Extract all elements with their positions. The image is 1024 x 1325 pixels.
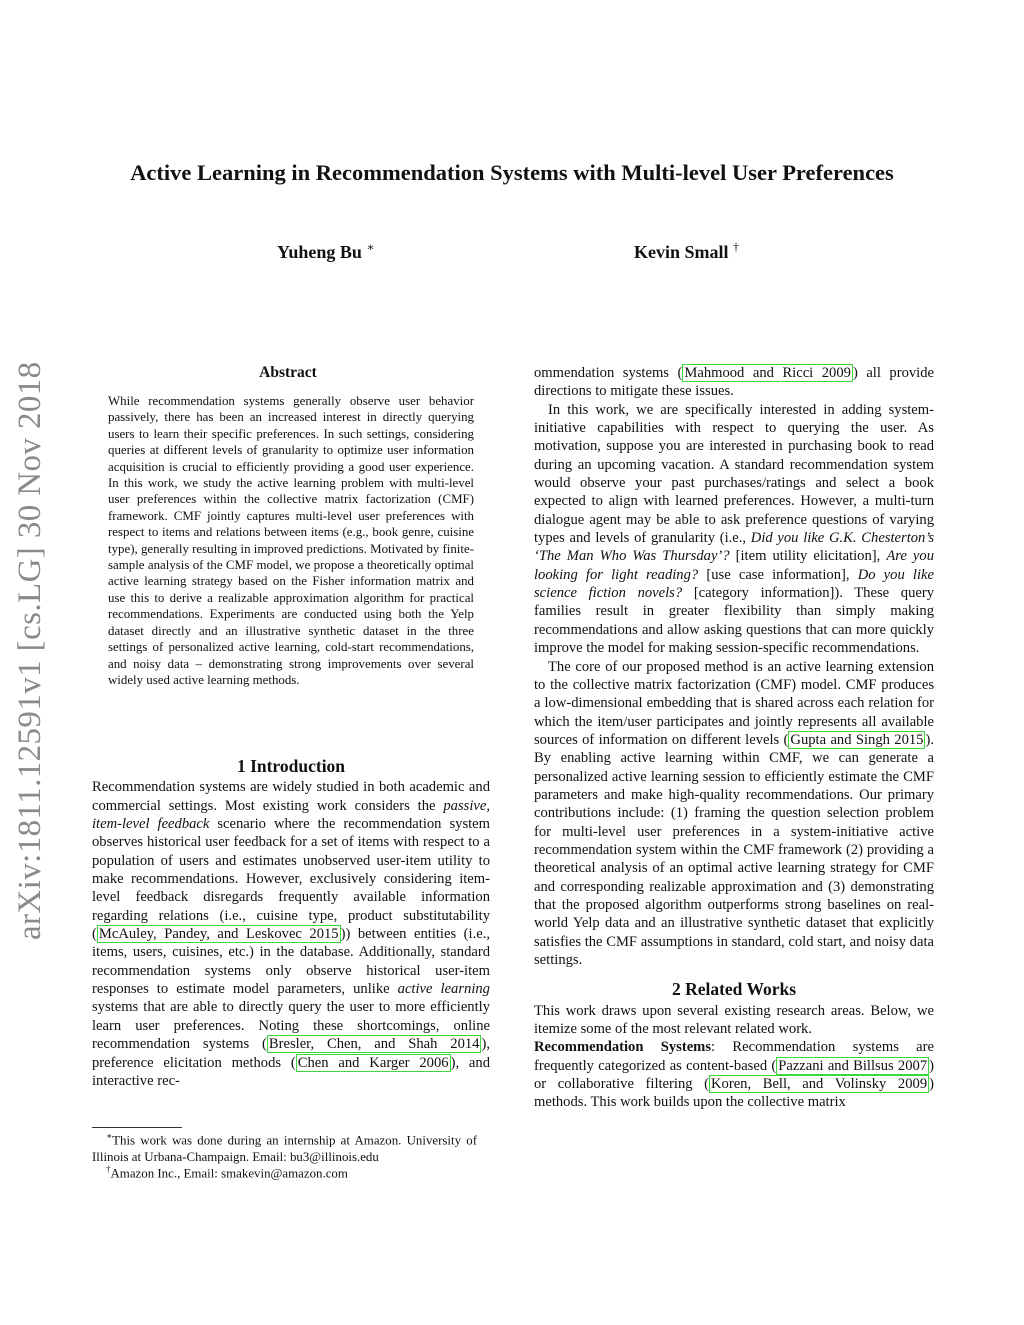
text: : Recommendation systems are frequently categorized as content-based ( xyxy=(534,1039,934,1074)
citation-link[interactable]: Gupta and Singh 2015 xyxy=(790,731,924,748)
emphasis: Are you looking for light reading? xyxy=(534,548,935,583)
author-1 xyxy=(277,240,375,263)
text: [item utility elicitation], xyxy=(729,548,887,565)
emphasis: Did you like G.K. Chesterton’s ‘The Man Who Was Thursday’? xyxy=(534,530,934,565)
footnote-mark: ∗ xyxy=(106,1131,113,1141)
author-name: Kevin Small xyxy=(634,242,729,262)
text: systems that are able to directly query the user to more efficiently learn user preferences. Noting these shortcomings, online recommendation systems ( xyxy=(92,999,490,1053)
citation-link[interactable]: McAuley, Pandey, and Leskovec 2015 xyxy=(98,926,339,943)
text: ) or collaborative filtering ( xyxy=(534,1057,934,1093)
paper-title: Active Learning in Recommendation Systems with Multi-level User Preferences xyxy=(130,160,894,185)
citation-link[interactable]: Pazzani and Billsus 2007 xyxy=(778,1057,928,1074)
text: Recommendation systems are widely studied in both academic and commercial settings. Most existing work considers the xyxy=(92,779,490,814)
text: The core of our proposed method is an active learning extension to the collective matrix factorization (CMF) model. CMF produces a low-dimensional embedding that is shared across each relation for which the item/user participates and jointly represents all available sources of information on different levels ( xyxy=(534,658,934,748)
bold-heading: Recommendation Systems xyxy=(534,1039,712,1056)
text: [use case information], xyxy=(698,566,858,583)
paragraph: This work draws upon several existing research areas. Below, we itemize some of the most relevant related work. xyxy=(534,1002,934,1038)
footnote-mark: † xyxy=(106,1164,111,1174)
paragraph xyxy=(534,401,934,658)
footnote-1 xyxy=(92,1128,477,1165)
author-mark: ∗ xyxy=(366,240,375,254)
intro-paragraph xyxy=(92,778,490,1090)
abstract-heading: Abstract xyxy=(259,364,317,381)
author-mark: † xyxy=(733,240,740,254)
footnote-text: Amazon Inc., Email: smakevin@amazon.com xyxy=(110,1166,348,1181)
citation-link[interactable]: Mahmood and Ricci 2009 xyxy=(684,365,851,381)
text: )) between entities (i.e., items, users, cuisines, etc.) in the database. Additionally, standard recommendation systems only observe historical user-item responses to estimate model parameters, unlike xyxy=(92,926,490,998)
citation-link[interactable]: Bresler, Chen, and Shah 2014 xyxy=(268,1036,480,1053)
paragraph xyxy=(534,658,934,970)
author-2 xyxy=(634,240,739,263)
section-heading-related-works: 2 Related Works xyxy=(671,979,797,1000)
right-column xyxy=(534,364,934,1112)
section-heading-introduction: 1 Introduction xyxy=(236,756,346,776)
text: ) all provide directions to mitigate these issues. xyxy=(534,365,934,400)
left-column xyxy=(92,757,490,1090)
emphasis: passive, item-level feedback xyxy=(92,797,490,833)
text: scenario where the recommendation system observes historical user feedback for a set of items with respect to a population of users and estimates unobserved user-item utility to make recommendations. However, exclusively considering item-level feedback disregards frequently available information regarding relations (i.e., cuisine type, product substitutability ( xyxy=(92,816,491,943)
footnote-2 xyxy=(92,1161,477,1182)
emphasis: Do you like science fiction novels? xyxy=(534,566,934,602)
text: ommendation systems ( xyxy=(534,365,683,381)
text: ), and interactive rec- xyxy=(92,1054,490,1089)
citation-link[interactable]: Chen and Karger 2006 xyxy=(297,1054,449,1071)
text: In this work, we are specifically interested in adding system-initiative capabilities with respect to querying the user. As motivation, suppose you are interested in purchasing book to read during an upcoming vacation. A standard recommendation system would observe your past purchases/ratings and select a book expected to align with learned preferences. However, a multi-turn dialogue agent may be able to ask preference questions of varying types and levels of granularity (i.e., xyxy=(534,401,934,547)
abstract-text: While recommendation systems generally observe user behavior passively, there has been an increased interest in directly querying users to learn their specific preferences. In such settings, considering queries at different levels of granularity to optimize user information acquisition is crucial to efficiently providing a good user experience. In this work, we study the active learning problem with multi-level user preferences within the collective matrix factorization (CMF) framework. CMF jointly captures multi-level user preferences with respect to items and relations between items (e.g., book genre, cuisine type), generally resulting in improved predictions. Motivated by finite-sample analysis of the CMF model, we propose a theoretically optimal active learning strategy based on the Fisher information matrix and use this to derive a realizable approximation algorithm for practical recommendations. Experiments are conducted using both the Yelp dataset directly and an illustrative synthetic dataset in the three settings of personalized active learning, cold-start recommendations, and noisy data – demonstrating strong improvements over several widely used active learning methods. xyxy=(108,394,474,687)
paragraph xyxy=(534,364,934,401)
text: ) methods. This work builds upon the collective matrix xyxy=(534,1076,934,1111)
citation-link[interactable]: Koren, Bell, and Volinsky 2009 xyxy=(711,1076,928,1093)
text: ), preference elicitation methods ( xyxy=(92,1036,490,1071)
footnote-text: This work was done during an internship at Amazon. University of Illinois at Urbana-Champaign. Email: bu3@illinois.edu xyxy=(92,1133,477,1164)
text: [category information]). These query families result in greater flexibility than simply making recommendations and allow asking questions that can more quickly improve the model for making session-specific recommendations. xyxy=(534,585,934,657)
author-name: Yuheng Bu xyxy=(277,242,362,262)
text: ). By enabling active learning within CMF, we can generate a personalized active learning session to efficiently estimate the CMF parameters and make high-quality recommendations. Our primary contributions include: (1) framing the question selection problem for multi-level user preferences in a system-initiative active recommendation system within the CMF framework (2) providing a theoretical analysis of an optimal active learning strategy for CMF and corresponding realizable approximation and (3) demonstrating that the proposed algorithm outperforms strong baselines on real-world Yelp data and an illustrative synthetic dataset that explicitly satisfies the CMF assumptions in standard, cold start, and noisy data settings. xyxy=(534,731,934,968)
emphasis: active learning xyxy=(397,981,490,998)
paragraph xyxy=(534,1038,934,1111)
arxiv-identifier: arXiv:1811.12591v1 [cs.LG] 30 Nov 2018 xyxy=(12,361,48,940)
